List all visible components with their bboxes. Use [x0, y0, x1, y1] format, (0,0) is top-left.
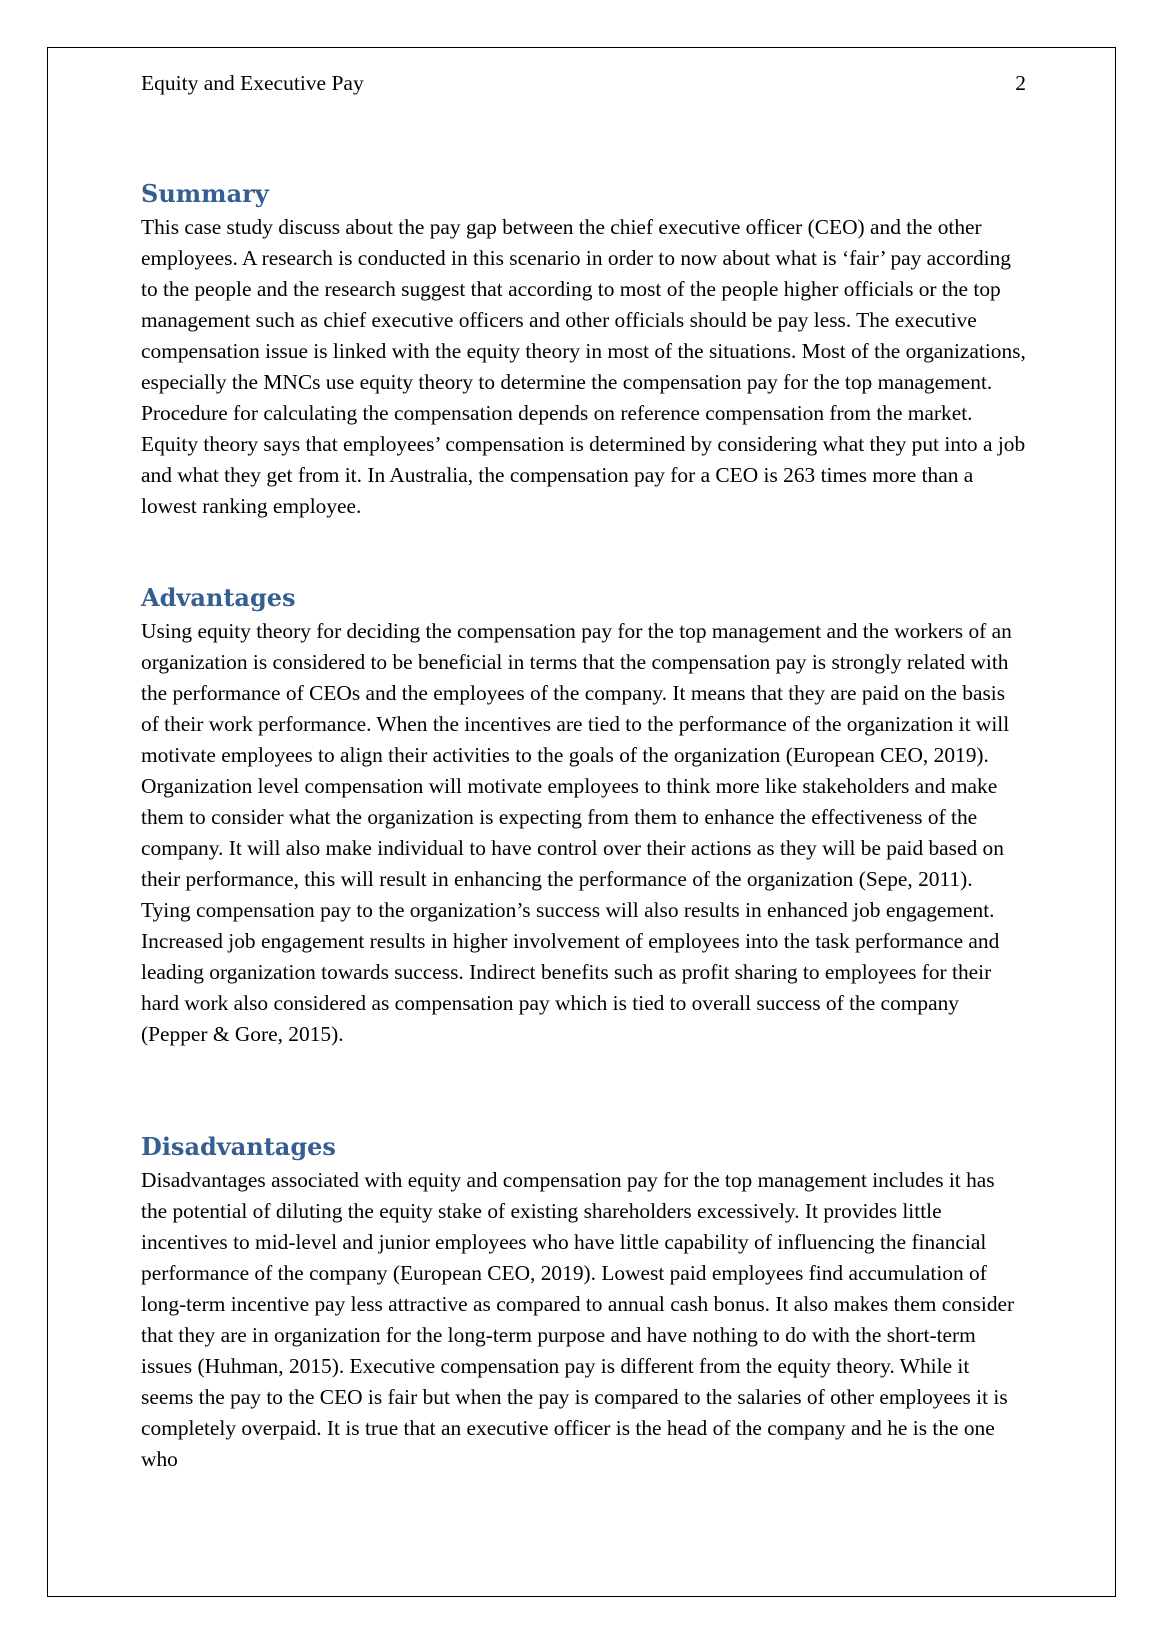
section-heading-summary: Summary [141, 179, 269, 208]
page-header [141, 68, 1026, 98]
section-body-summary: This case study discuss about the pay gap between the chief executive officer (CEO) and the other employees. A research is conducted in this scenario in order to now about what is ‘fair’ pay according to the people and the research suggest that according to most of the people higher officials or the top management such as chief executive officers and other officials should be pay less. The executive compensation issue is linked with the equity theory in most of the situations. Most of the organizations, especially the MNCs use equity theory to determine the compensation pay for the top management. Procedure for calculating the compensation depends on reference compensation from the market. Equity theory says that employees’ compensation is determined by considering what they put into a job and what they get from it. In Australia, the compensation pay for a CEO is 263 times more than a lowest ranking employee. [141, 215, 1026, 518]
section-heading-advantages: Advantages [141, 583, 296, 612]
page-number: 2 [1015, 71, 1026, 95]
section-body-advantages: Using equity theory for deciding the compensation pay for the top management and the workers of an organization is considered to be beneficial in terms that the compensation pay is strongly related with the performance of CEOs and the employees of the company. It means that they are paid on the basis of their work performance. When the incentives are tied to the performance of the organization it will motivate employees to align their activities to the goals of the organization (European CEO, 2019). Organization level compensation will motivate employees to think more like stakeholders and make them to consider what the organization is expecting from them to enhance the effectiveness of the company. It will also make individual to have control over their actions as they will be paid based on their performance, this will result in enhancing the performance of the organization (Sepe, 2011). Tying compensation pay to the organization’s success will also results in enhanced job engagement. Increased job engagement results in higher involvement of employees into the task performance and leading organization towards success. Indirect benefits such as profit sharing to employees for their hard work also considered as compensation pay which is tied to overall success of the company (Pepper & Gore, 2015). [141, 619, 1012, 1046]
section-body-disadvantages: Disadvantages associated with equity and compensation pay for the top management includes it has the potential of diluting the equity stake of existing shareholders excessively. It provides little incentives to mid-level and junior employees who have little capability of influencing the financial performance of the company (European CEO, 2019). Lowest paid employees find accumulation of long-term incentive pay less attractive as compared to annual cash bonus. It also makes them consider that they are in organization for the long-term purpose and have nothing to do with the short-term issues (Huhman, 2015). Executive compensation pay is different from the equity theory. While it seems the pay to the CEO is fair but when the pay is compared to the salaries of other employees it is completely overpaid. It is true that an executive officer is the head of the company and he is the one who [141, 1168, 1015, 1471]
section-heading-disadvantages: Disadvantages [141, 1132, 336, 1161]
running-head-title: Equity and Executive Pay [141, 71, 364, 95]
